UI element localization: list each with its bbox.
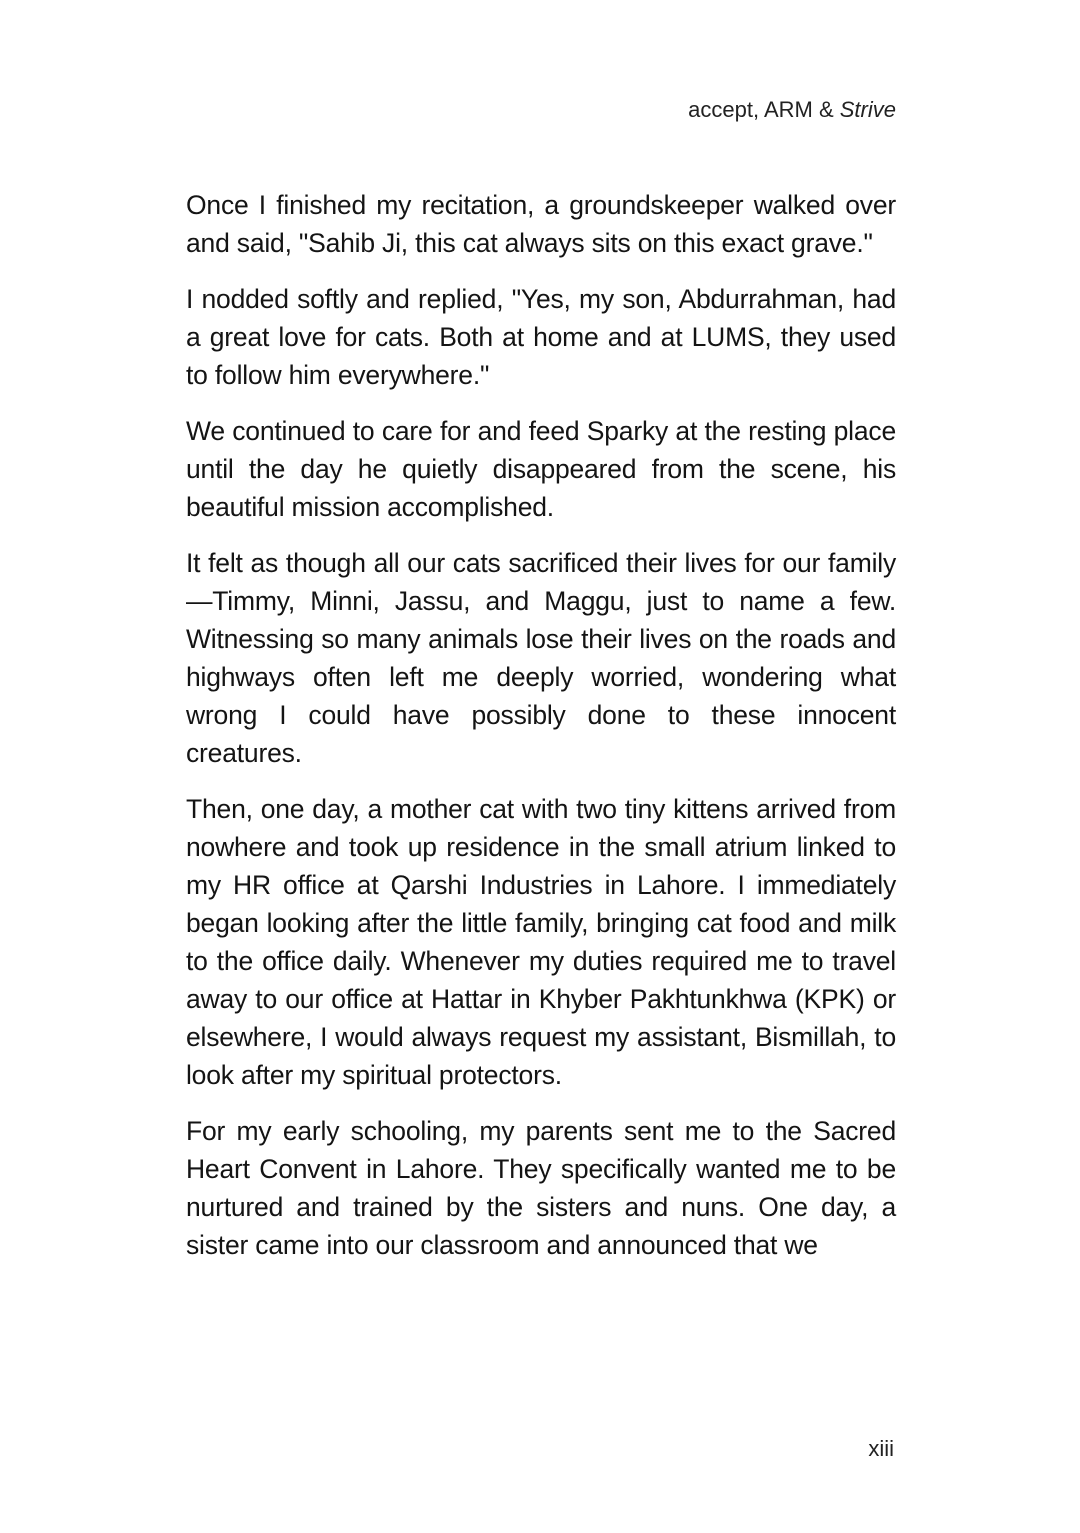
page-number: xiii	[868, 1436, 894, 1461]
paragraph: Once I finished my recitation, a groundskeeper walked over and said, "Sahib Ji, this cat always sits on this exact grave."	[186, 190, 896, 258]
paragraph: I nodded softly and replied, "Yes, my son, Abdurrahman, had a great love for cats. Both at home and at LUMS, they used to follow him everywhere."	[186, 284, 896, 390]
paragraph: It felt as though all our cats sacrificed their lives for our family—Timmy, Minni, Jassu, and Maggu, just to name a few. Witnessing so many animals lose their lives on the roads and highways often left me deeply worried, wondering what wrong I could have possibly done to these innocent creatures.	[186, 548, 896, 768]
paragraph: We continued to care for and feed Sparky at the resting place until the day he quietly disappeared from the scene, his beautiful mission accomplished.	[186, 416, 896, 522]
running-header	[688, 94, 896, 126]
running-header-text: accept, ARM &	[688, 97, 840, 122]
paragraph: Then, one day, a mother cat with two tiny kittens arrived from nowhere and took up residence in the small atrium linked to my HR office at Qarshi Industries in Lahore. I immediately began looking after the little family, bringing cat food and milk to the office daily. Whenever my duties required me to travel away to our office at Hattar in Khyber Pakhtunkhwa (KPK) or elsewhere, I would always request my assistant, Bismillah, to look after my spiritual protectors.	[186, 794, 896, 1090]
body-text	[186, 186, 896, 1282]
running-header-italic-text: Strive	[839, 97, 896, 122]
paragraph: For my early schooling, my parents sent me to the Sacred Heart Convent in Lahore. They specifically wanted me to be nurtured and trained by the sisters and nuns. One day, a sister came into our classroom and announced that we	[186, 1116, 896, 1260]
